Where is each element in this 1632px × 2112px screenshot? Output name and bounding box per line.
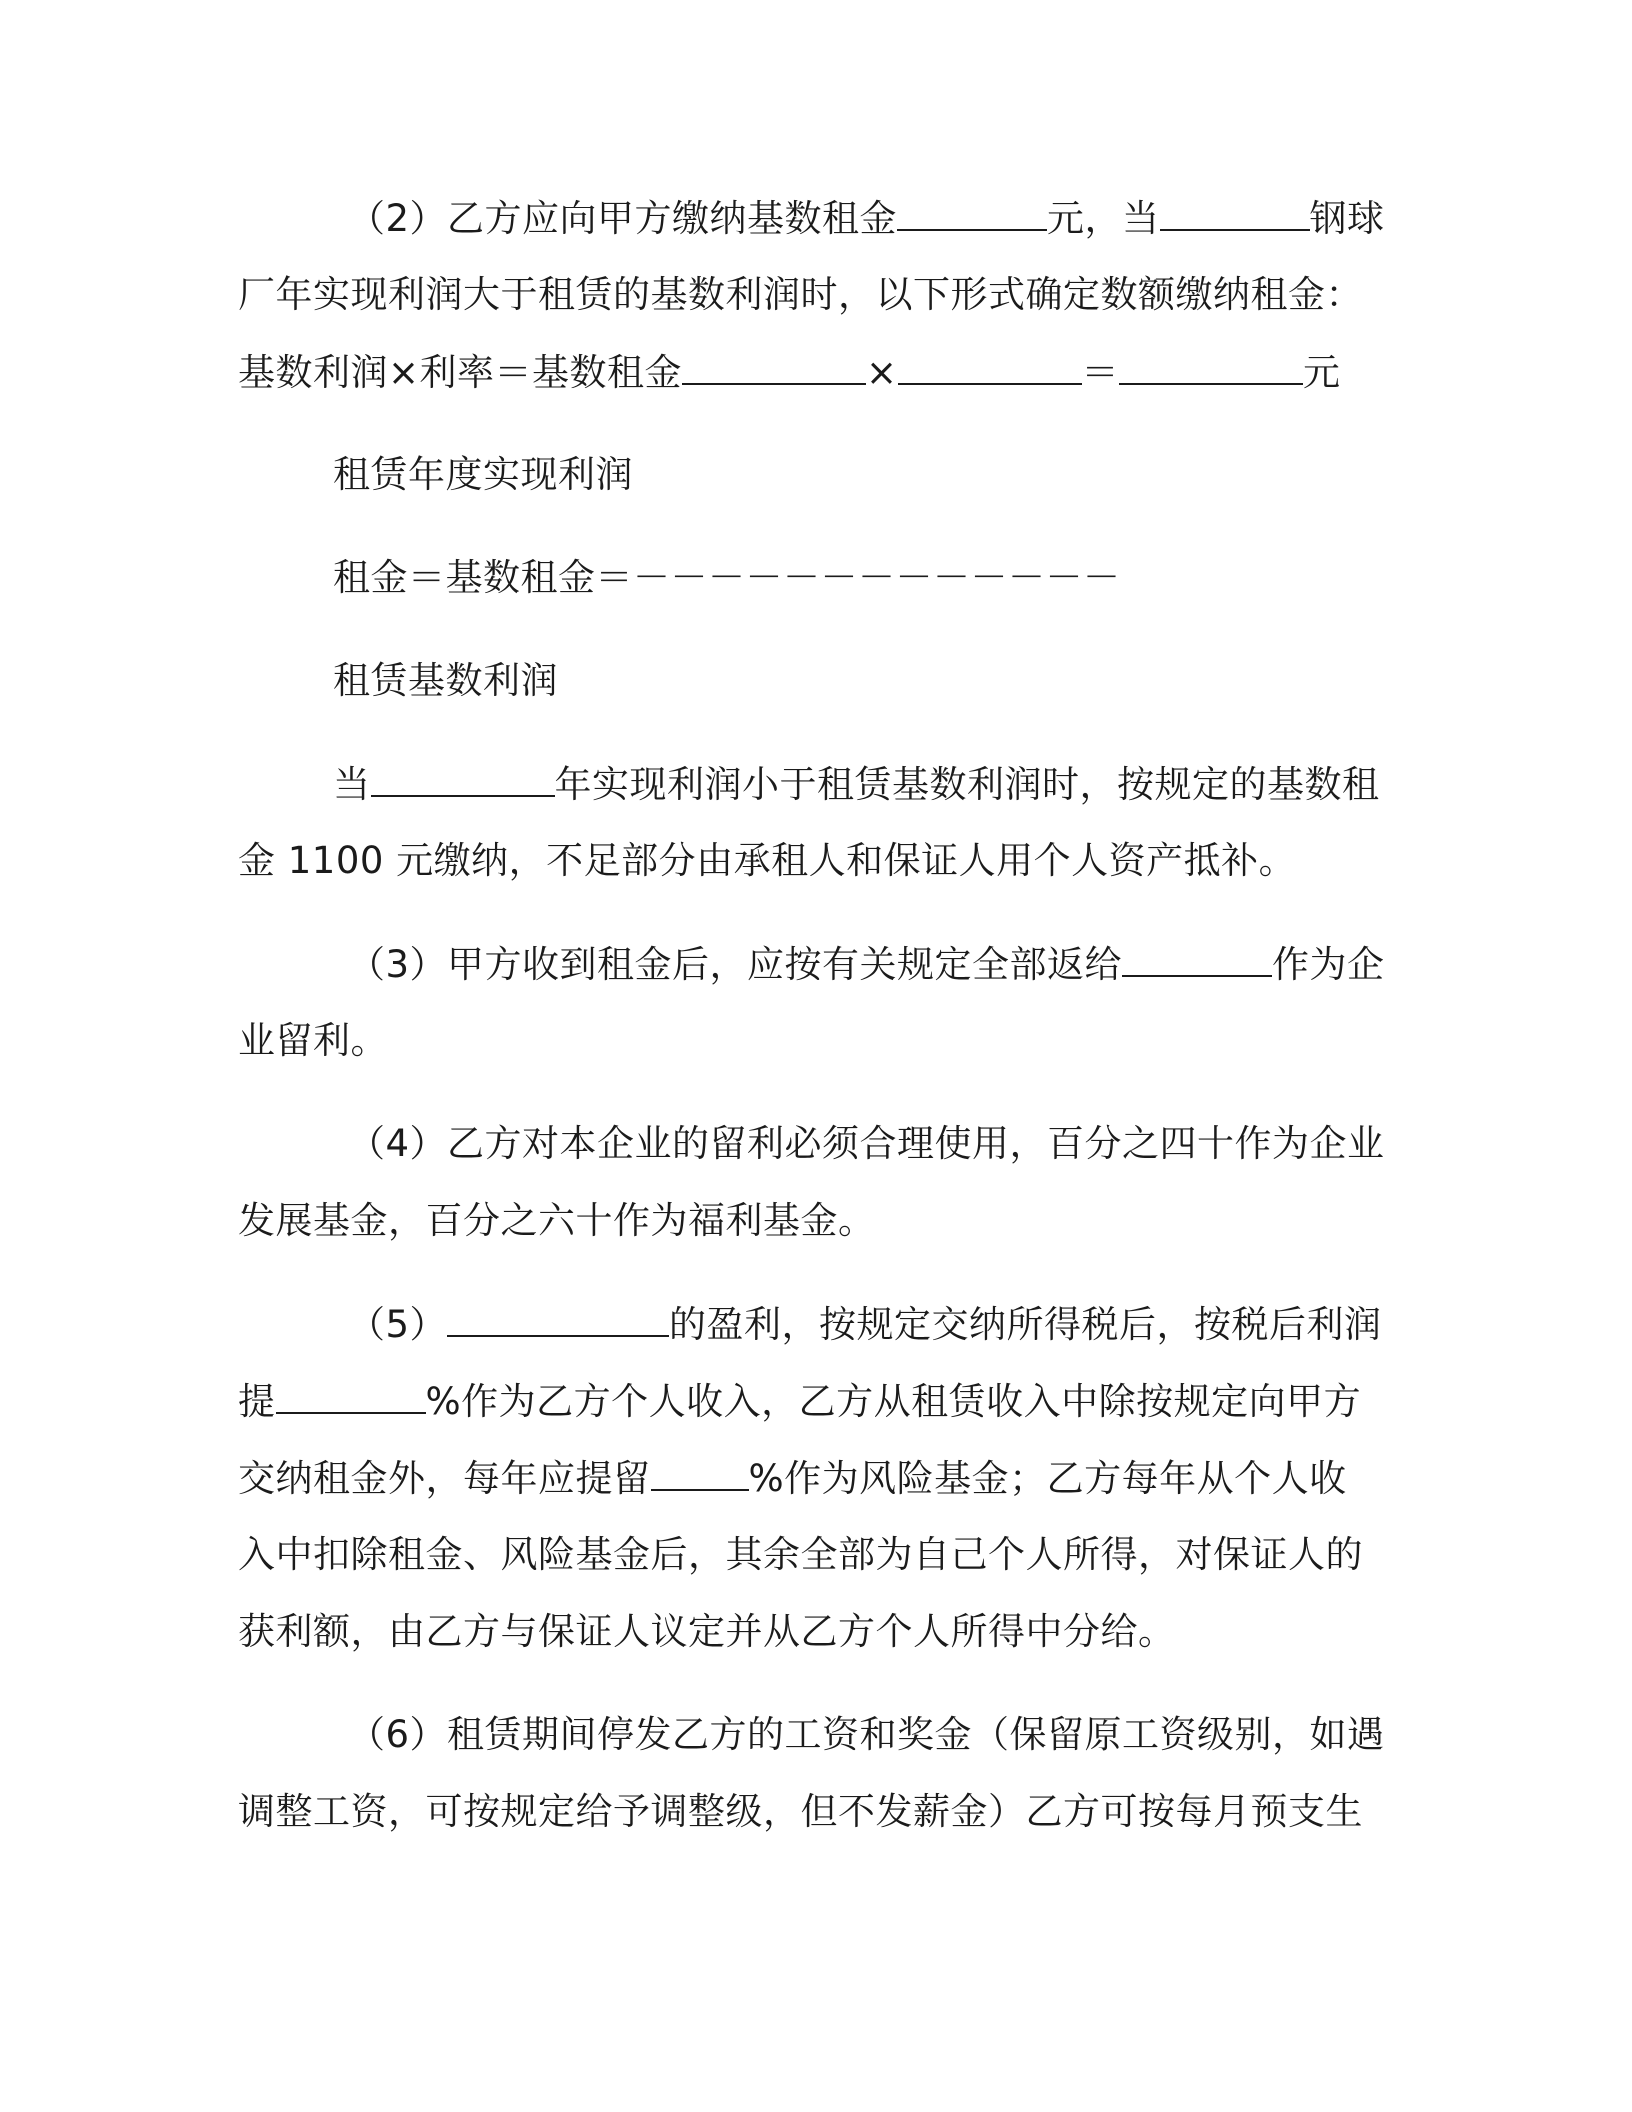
text-segment: 获利额，由乙方与保证人议定并从乙方个人所得中分给。 — [238, 1610, 1176, 1653]
formula-line — [238, 351, 1341, 394]
formula-numerator — [333, 453, 633, 496]
text-segment: %作为风险基金；乙方每年从个人收 — [748, 1457, 1347, 1500]
text-segment: （4）乙方对本企业的留利必须合理使用，百分之四十作为企业 — [348, 1122, 1385, 1165]
clause-6-line-2 — [238, 1790, 1363, 1833]
fill-blank — [1119, 353, 1303, 385]
text-segment: （5） — [348, 1303, 448, 1346]
clause-5-line-3 — [238, 1457, 1347, 1500]
text-segment: 金 1100 元缴纳，不足部分由承租人和保证人用个人资产抵补。 — [238, 839, 1297, 882]
clause-4-line-2 — [238, 1199, 876, 1242]
text-segment: 发展基金，百分之六十作为福利基金。 — [238, 1199, 876, 1242]
text-segment: 入中扣除租金、风险基金后，其余全部为自己个人所得，对保证人的 — [238, 1533, 1363, 1576]
clause-5-line-2 — [238, 1380, 1362, 1423]
text-segment: 元 — [1303, 351, 1341, 394]
text-segment: 业留利。 — [238, 1019, 388, 1062]
text-segment: × — [866, 351, 898, 394]
fill-blank — [682, 353, 866, 385]
text-segment: （2）乙方应向甲方缴纳基数租金 — [348, 197, 898, 240]
text-segment: （3）甲方收到租金后，应按有关规定全部返给 — [348, 943, 1123, 986]
text-segment: 作为企 — [1272, 943, 1385, 986]
fill-blank — [1122, 945, 1272, 977]
clause-3-line-2 — [238, 1019, 388, 1062]
fill-blank — [651, 1459, 749, 1491]
text-segment: 厂年实现利润大于租赁的基数利润时，以下形式确定数额缴纳租金： — [238, 273, 1363, 316]
formula-equation — [333, 556, 1121, 599]
clause-5-line-5 — [238, 1610, 1176, 1653]
formula-denominator — [333, 659, 558, 702]
text-segment: 交纳租金外，每年应提留 — [238, 1457, 651, 1500]
text-segment: 的盈利，按规定交纳所得税后，按税后利润 — [669, 1303, 1382, 1346]
text-segment: 调整工资，可按规定给予调整级，但不发薪金）乙方可按每月预支生 — [238, 1790, 1363, 1833]
clause-3-line-1 — [348, 943, 1385, 986]
clause-2-line-1 — [348, 197, 1385, 240]
fill-blank — [276, 1382, 426, 1414]
text-segment: 钢球 — [1309, 197, 1385, 240]
clause-2-line-2 — [238, 273, 1363, 316]
text-segment: 租金＝基数租金＝－－－－－－－－－－－－－ — [333, 556, 1121, 599]
text-segment: 提 — [238, 1380, 276, 1423]
shortfall-line-2 — [238, 839, 1297, 882]
clause-6-line-1 — [348, 1713, 1385, 1756]
text-segment: %作为乙方个人收入，乙方从租赁收入中除按规定向甲方 — [425, 1380, 1362, 1423]
text-segment: ＝ — [1081, 351, 1120, 394]
clause-5-line-1 — [348, 1303, 1382, 1346]
text-segment: 年实现利润小于租赁基数利润时，按规定的基数租 — [554, 763, 1380, 806]
text-segment: 当 — [333, 763, 371, 806]
text-segment: 租赁年度实现利润 — [333, 453, 633, 496]
text-segment: 租赁基数利润 — [333, 659, 558, 702]
text-segment: （6）租赁期间停发乙方的工资和奖金（保留原工资级别，如遇 — [348, 1713, 1385, 1756]
fill-blank — [371, 765, 555, 797]
fill-blank — [447, 1305, 669, 1337]
text-segment: 元，当 — [1047, 197, 1160, 240]
shortfall-line-1 — [333, 763, 1380, 806]
fill-blank — [897, 199, 1047, 231]
fill-blank — [1160, 199, 1310, 231]
fill-blank — [898, 353, 1082, 385]
clause-4-line-1 — [348, 1122, 1385, 1165]
text-segment: 基数利润×利率＝基数租金 — [238, 351, 683, 394]
clause-5-line-4 — [238, 1533, 1363, 1576]
